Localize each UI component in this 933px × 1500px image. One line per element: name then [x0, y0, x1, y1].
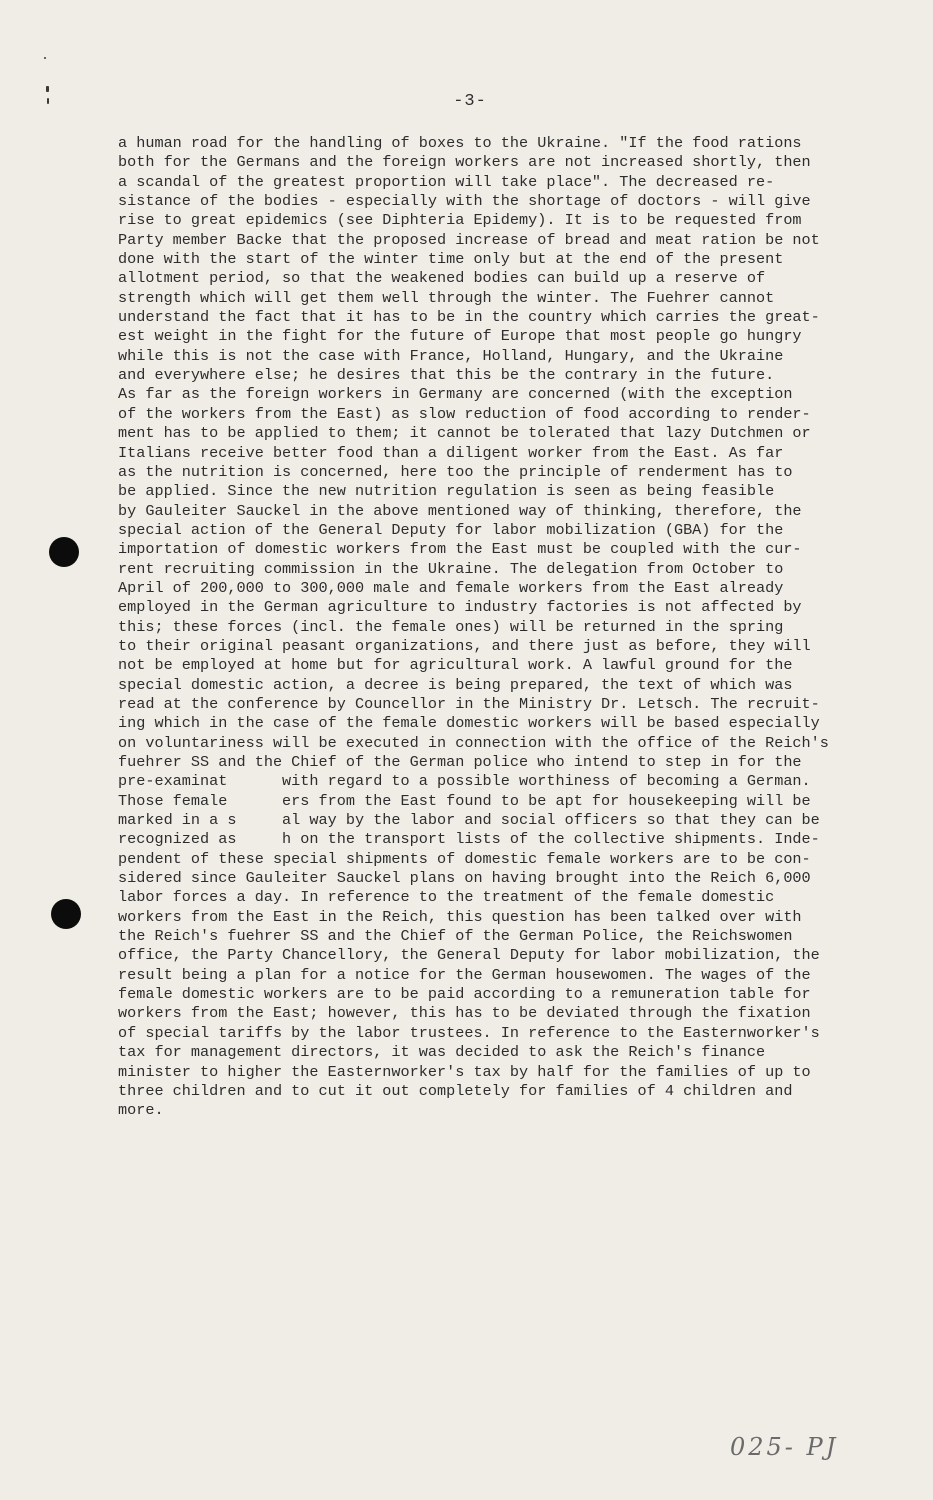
text-line: both for the Germans and the foreign workers are not increased shortly, then — [118, 153, 811, 172]
text-line: not be employed at home but for agricultural work. A lawful ground for the — [118, 656, 793, 675]
text-line: ing which in the case of the female domestic workers will be based especially — [118, 714, 820, 733]
text-line: while this is not the case with France, Holland, Hungary, and the Ukraine — [118, 346, 784, 365]
text-line: by Gauleiter Sauckel in the above mentioned way of thinking, therefore, the — [118, 501, 802, 520]
text-line: of the workers from the East) as slow reduction of food according to render- — [118, 404, 811, 423]
text-line: as the nutrition is concerned, here too the principle of renderment has to — [118, 462, 793, 481]
text-line: rent recruiting commission in the Ukraine. The delegation from October to — [118, 559, 784, 578]
text-line: importation of domestic workers from the East must be coupled with the cur- — [118, 540, 802, 559]
text-line: done with the start of the winter time only but at the end of the present — [118, 250, 784, 269]
text-line: be applied. Since the new nutrition regulation is seen as being feasible — [118, 482, 775, 501]
text-line: result being a plan for a notice for the German housewomen. The wages of the — [118, 965, 811, 984]
text-line: and everywhere else; he desires that this be the contrary in the future. — [118, 366, 775, 385]
body-text — [118, 134, 863, 1121]
text-line: of special tariffs by the labor trustees. In reference to the Easternworker's — [118, 1023, 820, 1042]
text-line: labor forces a day. In reference to the treatment of the female domestic — [118, 888, 775, 907]
text-line: office, the Party Chancellory, the General Deputy for labor mobilization, the — [118, 946, 820, 965]
page-number: -3- — [453, 92, 487, 111]
text-line: the Reich's fuehrer SS and the Chief of the German Police, the Reichswomen — [118, 927, 793, 946]
text-line: employed in the German agriculture to industry factories is not affected by — [118, 598, 802, 617]
margin-mark — [47, 98, 49, 104]
text-line: understand the fact that it has to be in the country which carries the great- — [118, 308, 820, 327]
text-line: special action of the General Deputy for labor mobilization (GBA) for the — [118, 520, 784, 539]
text-line: As far as the foreign workers in Germany are concerned (with the exception — [118, 385, 793, 404]
text-line: sidered since Gauleiter Sauckel plans on having brought into the Reich 6,000 — [118, 869, 811, 888]
text-line: to their original peasant organizations, and there just as before, they will — [118, 636, 811, 655]
text-line: on voluntariness will be executed in connection with the office of the Reich's — [118, 733, 829, 752]
text-line: pre-examinat with regard to a possible worthiness of becoming a German. — [118, 772, 811, 791]
text-line: a human road for the handling of boxes to the Ukraine. "If the food rations — [118, 134, 802, 152]
text-line: fuehrer SS and the Chief of the German police who intend to step in for the — [118, 753, 802, 771]
text-line: strength which will get them well through the winter. The Fuehrer cannot — [118, 288, 775, 307]
handwritten-note: 025- PJ — [730, 1433, 839, 1461]
margin-mark — [46, 86, 49, 92]
text-line: allotment period, so that the weakened bodies can build up a reserve of — [118, 269, 766, 288]
text-line: marked in a s al way by the labor and social officers so that they can be — [118, 811, 820, 830]
text-line: read at the conference by Councellor in the Ministry Dr. Letsch. The recruit- — [118, 694, 820, 713]
text-line: minister to higher the Easternworker's tax by half for the families of up to — [118, 1062, 811, 1081]
text-line: Party member Backe that the proposed increase of bread and meat ration be not — [118, 230, 820, 249]
text-line: more. — [118, 1101, 164, 1120]
text-line: a scandal of the greatest proportion will take place". The decreased re- — [118, 172, 775, 191]
text-line: ment has to be applied to them; it cannot be tolerated that lazy Dutchmen or — [118, 424, 811, 443]
text-line: Those female ers from the East found to be apt for housekeeping will be — [118, 791, 811, 810]
text-line: pendent of these special shipments of domestic female workers are to be con- — [118, 849, 811, 868]
text-line: April of 200,000 to 300,000 male and female workers from the East already — [118, 578, 784, 597]
text-line: special domestic action, a decree is being prepared, the text of which was — [118, 675, 793, 694]
text-line: workers from the East; however, this has to be deviated through the fixation — [118, 1004, 811, 1023]
text-line: rise to great epidemics (see Diphteria Epidemy). It is to be requested from — [118, 211, 802, 230]
text-line: recognized as h on the transport lists of the collective shipments. Inde- — [118, 830, 820, 849]
punch-hole — [51, 899, 81, 929]
margin-mark — [44, 57, 46, 59]
text-line: workers from the East in the Reich, this question has been talked over with — [118, 907, 802, 926]
text-line: three children and to cut it out completely for families of 4 children and — [118, 1081, 793, 1100]
text-line: female domestic workers are to be paid according to a remuneration table for — [118, 985, 811, 1004]
punch-hole — [49, 537, 79, 567]
text-line: sistance of the bodies - especially with the shortage of doctors - will give — [118, 192, 811, 211]
text-line: tax for management directors, it was decided to ask the Reich's finance — [118, 1043, 766, 1062]
text-line: Italians receive better food than a diligent worker from the East. As far — [118, 443, 784, 462]
text-line: est weight in the fight for the future of Europe that most people go hungry — [118, 327, 802, 346]
text-line: this; these forces (incl. the female ones) will be returned in the spring — [118, 617, 784, 636]
